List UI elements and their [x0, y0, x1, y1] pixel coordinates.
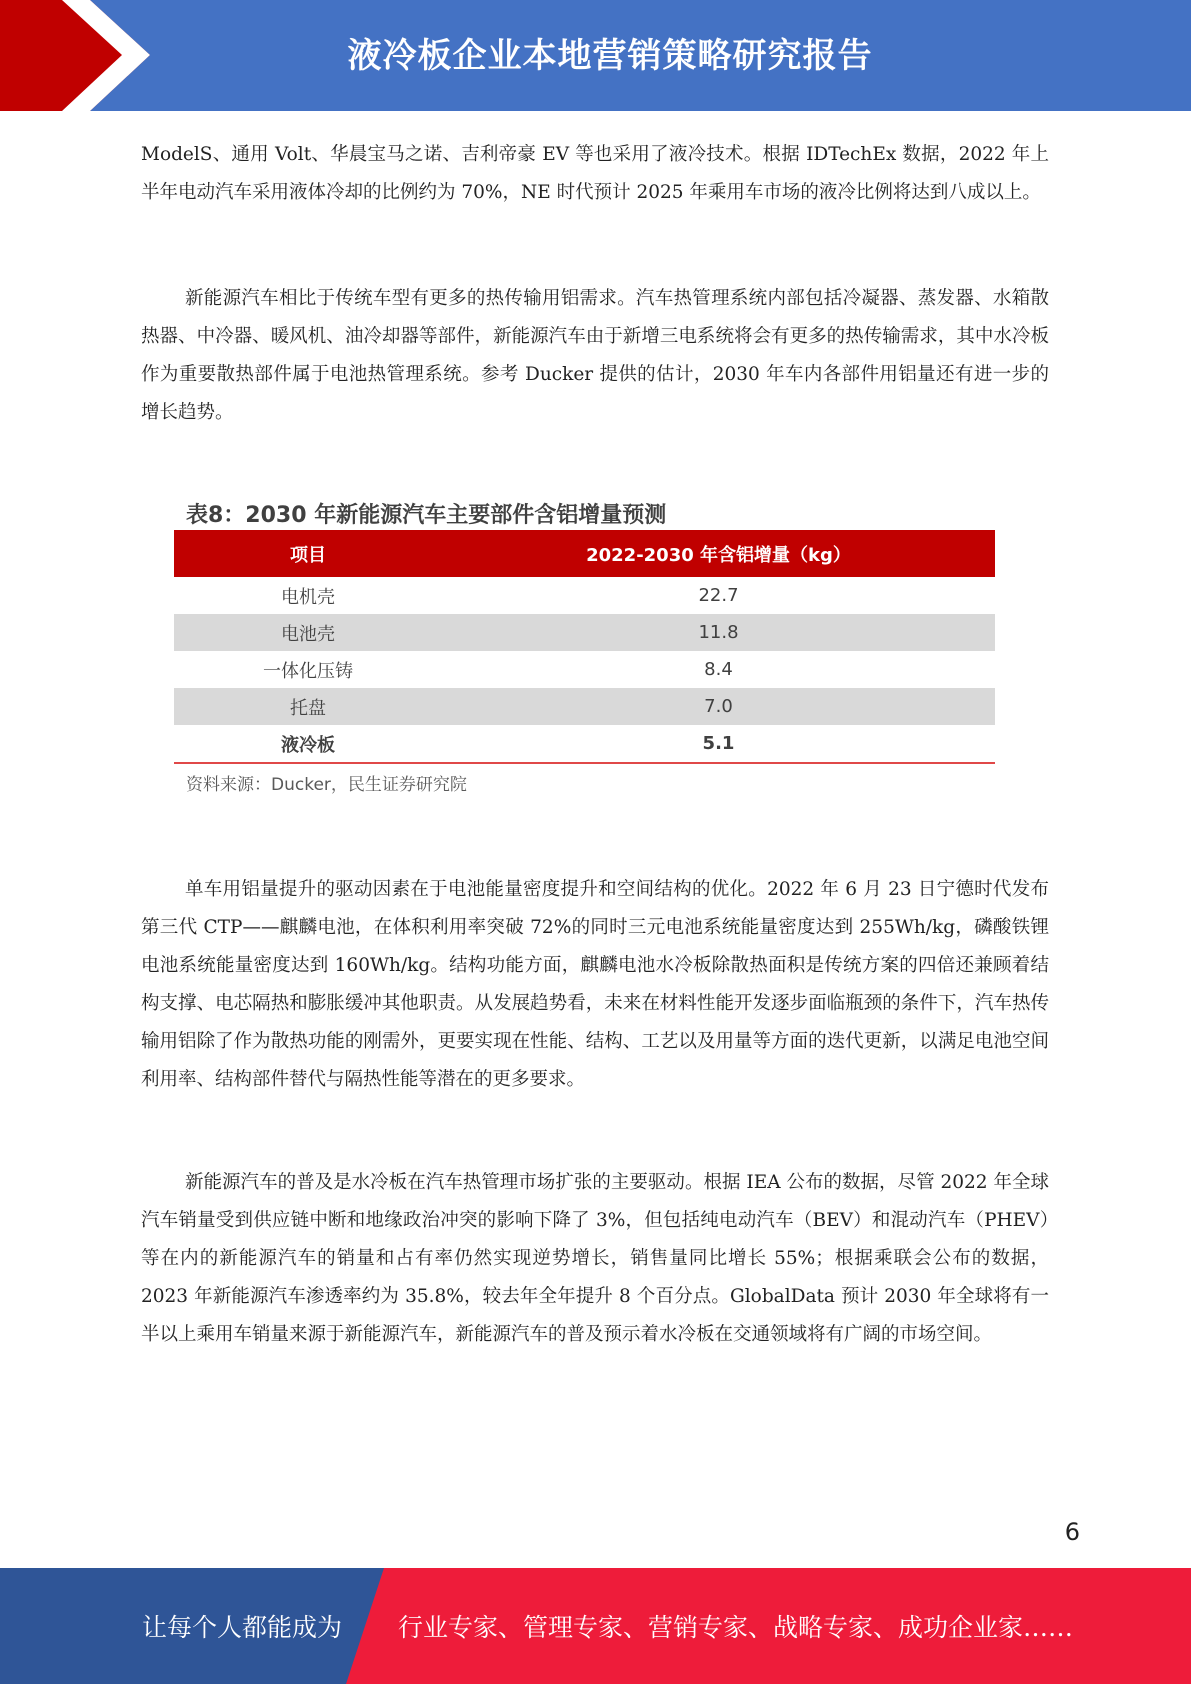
- table-row: [174, 725, 995, 763]
- footer-slogan-left: 让每个人都能成为: [142, 1613, 343, 1642]
- table-cell-item: 电池壳: [174, 614, 442, 651]
- table-header-item: 项目: [174, 530, 442, 577]
- paragraph-4: 新能源汽车的普及是水冷板在汽车热管理市场扩张的主要驱动。根据 IEA 公布的数据，尽管 2022 年全球汽车销量受到供应链中断和地缘政治冲突的影响下降了 3%，但包括纯电动汽车（BEV）和混动汽车（PHEV）等在内的新能源汽车的销量和占有率仍然实现逆势增长，销售量同比增长 55%；根据乘联会公布的数据，2023 年新能源汽车渗透率约为 35.8%，较去年全年提升 8 个百分点。GlobalData 预计 2030 年全球将有一半以上乘用车销量来源于新能源汽车，新能源汽车的普及预示着水冷板在交通领域将有广阔的市场空间。: [141, 1172, 1049, 1345]
- table-row: [174, 688, 995, 725]
- table-cell-item: 一体化压铸: [263, 660, 353, 682]
- page-number: 6: [1064, 1518, 1080, 1546]
- aluminium-increment-table: [174, 530, 995, 764]
- table-cell-value: 22.7: [698, 585, 739, 606]
- paragraph-3: 单车用铝量提升的驱动因素在于电池能量密度提升和空间结构的优化。2022 年 6 月 23 日宁德时代发布第三代 CTP——麒麟电池，在体积利用率突破 72%的同时三元电池系统能量密度达到 255Wh/kg，磷酸铁锂电池系统能量密度达到 160Wh/kg。结构功能方面，麒麟电池水冷板除散热面积是传统方案的四倍还兼顾着结构支撑、电芯隔热和膨胀缓冲其他职责。从发展趋势看，未来在材料性能开发逐步面临瓶颈的条件下，汽车热传输用铝除了作为散热功能的刚需外，更要实现在性能、结构、工艺以及用量等方面的迭代更新，以满足电池空间利用率、结构部件替代与隔热性能等潜在的更多要求。: [141, 879, 1049, 1090]
- paragraph-1: ModelS、通用 Volt、华晨宝马之诺、吉利帝豪 EV 等也采用了液冷技术。根据 IDTechEx 数据，2022 年上半年电动汽车采用液体冷却的比例约为 70%，NE 时代预计 2025 年乘用车市场的液冷比例将达到八成以上。: [141, 144, 1049, 203]
- table-cell-value: 11.8: [442, 614, 995, 651]
- table-source: 资料来源：Ducker，民生证券研究院: [186, 775, 467, 795]
- table-cell-item: 托盘: [174, 688, 442, 725]
- table-cell-item: 液冷板: [174, 725, 442, 763]
- page-footer: [0, 1568, 1191, 1684]
- table-cell-value: 5.1: [442, 725, 995, 763]
- table-header-increment: 2022-2030 年含铝增量（kg）: [442, 530, 995, 577]
- header-title: 液冷板企业本地营销策略研究报告: [347, 36, 873, 76]
- table-cell-value: 7.0: [442, 688, 995, 725]
- table-row: [174, 577, 995, 614]
- table-row: [174, 614, 995, 651]
- table-title: 表8：2030 年新能源汽车主要部件含铝增量预测: [186, 503, 667, 528]
- footer-slogan-right: 行业专家、管理专家、营销专家、战略专家、成功企业家……: [398, 1613, 1074, 1642]
- paragraph-2: 新能源汽车相比于传统车型有更多的热传输用铝需求。汽车热管理系统内部包括冷凝器、蒸发器、水箱散热器、中冷器、暖风机、油冷却器等部件，新能源汽车由于新增三电系统将会有更多的热传输需求，其中水冷板作为重要散热部件属于电池热管理系统。参考 Ducker 提供的估计，2030 年车内各部件用铝量还有进一步的增长趋势。: [141, 288, 1049, 423]
- table-cell-value: 8.4: [704, 659, 733, 680]
- table-cell-item: 电机壳: [281, 586, 335, 608]
- table-header-row: [174, 530, 995, 577]
- page-header: [0, 0, 1191, 111]
- table-row: [174, 651, 995, 688]
